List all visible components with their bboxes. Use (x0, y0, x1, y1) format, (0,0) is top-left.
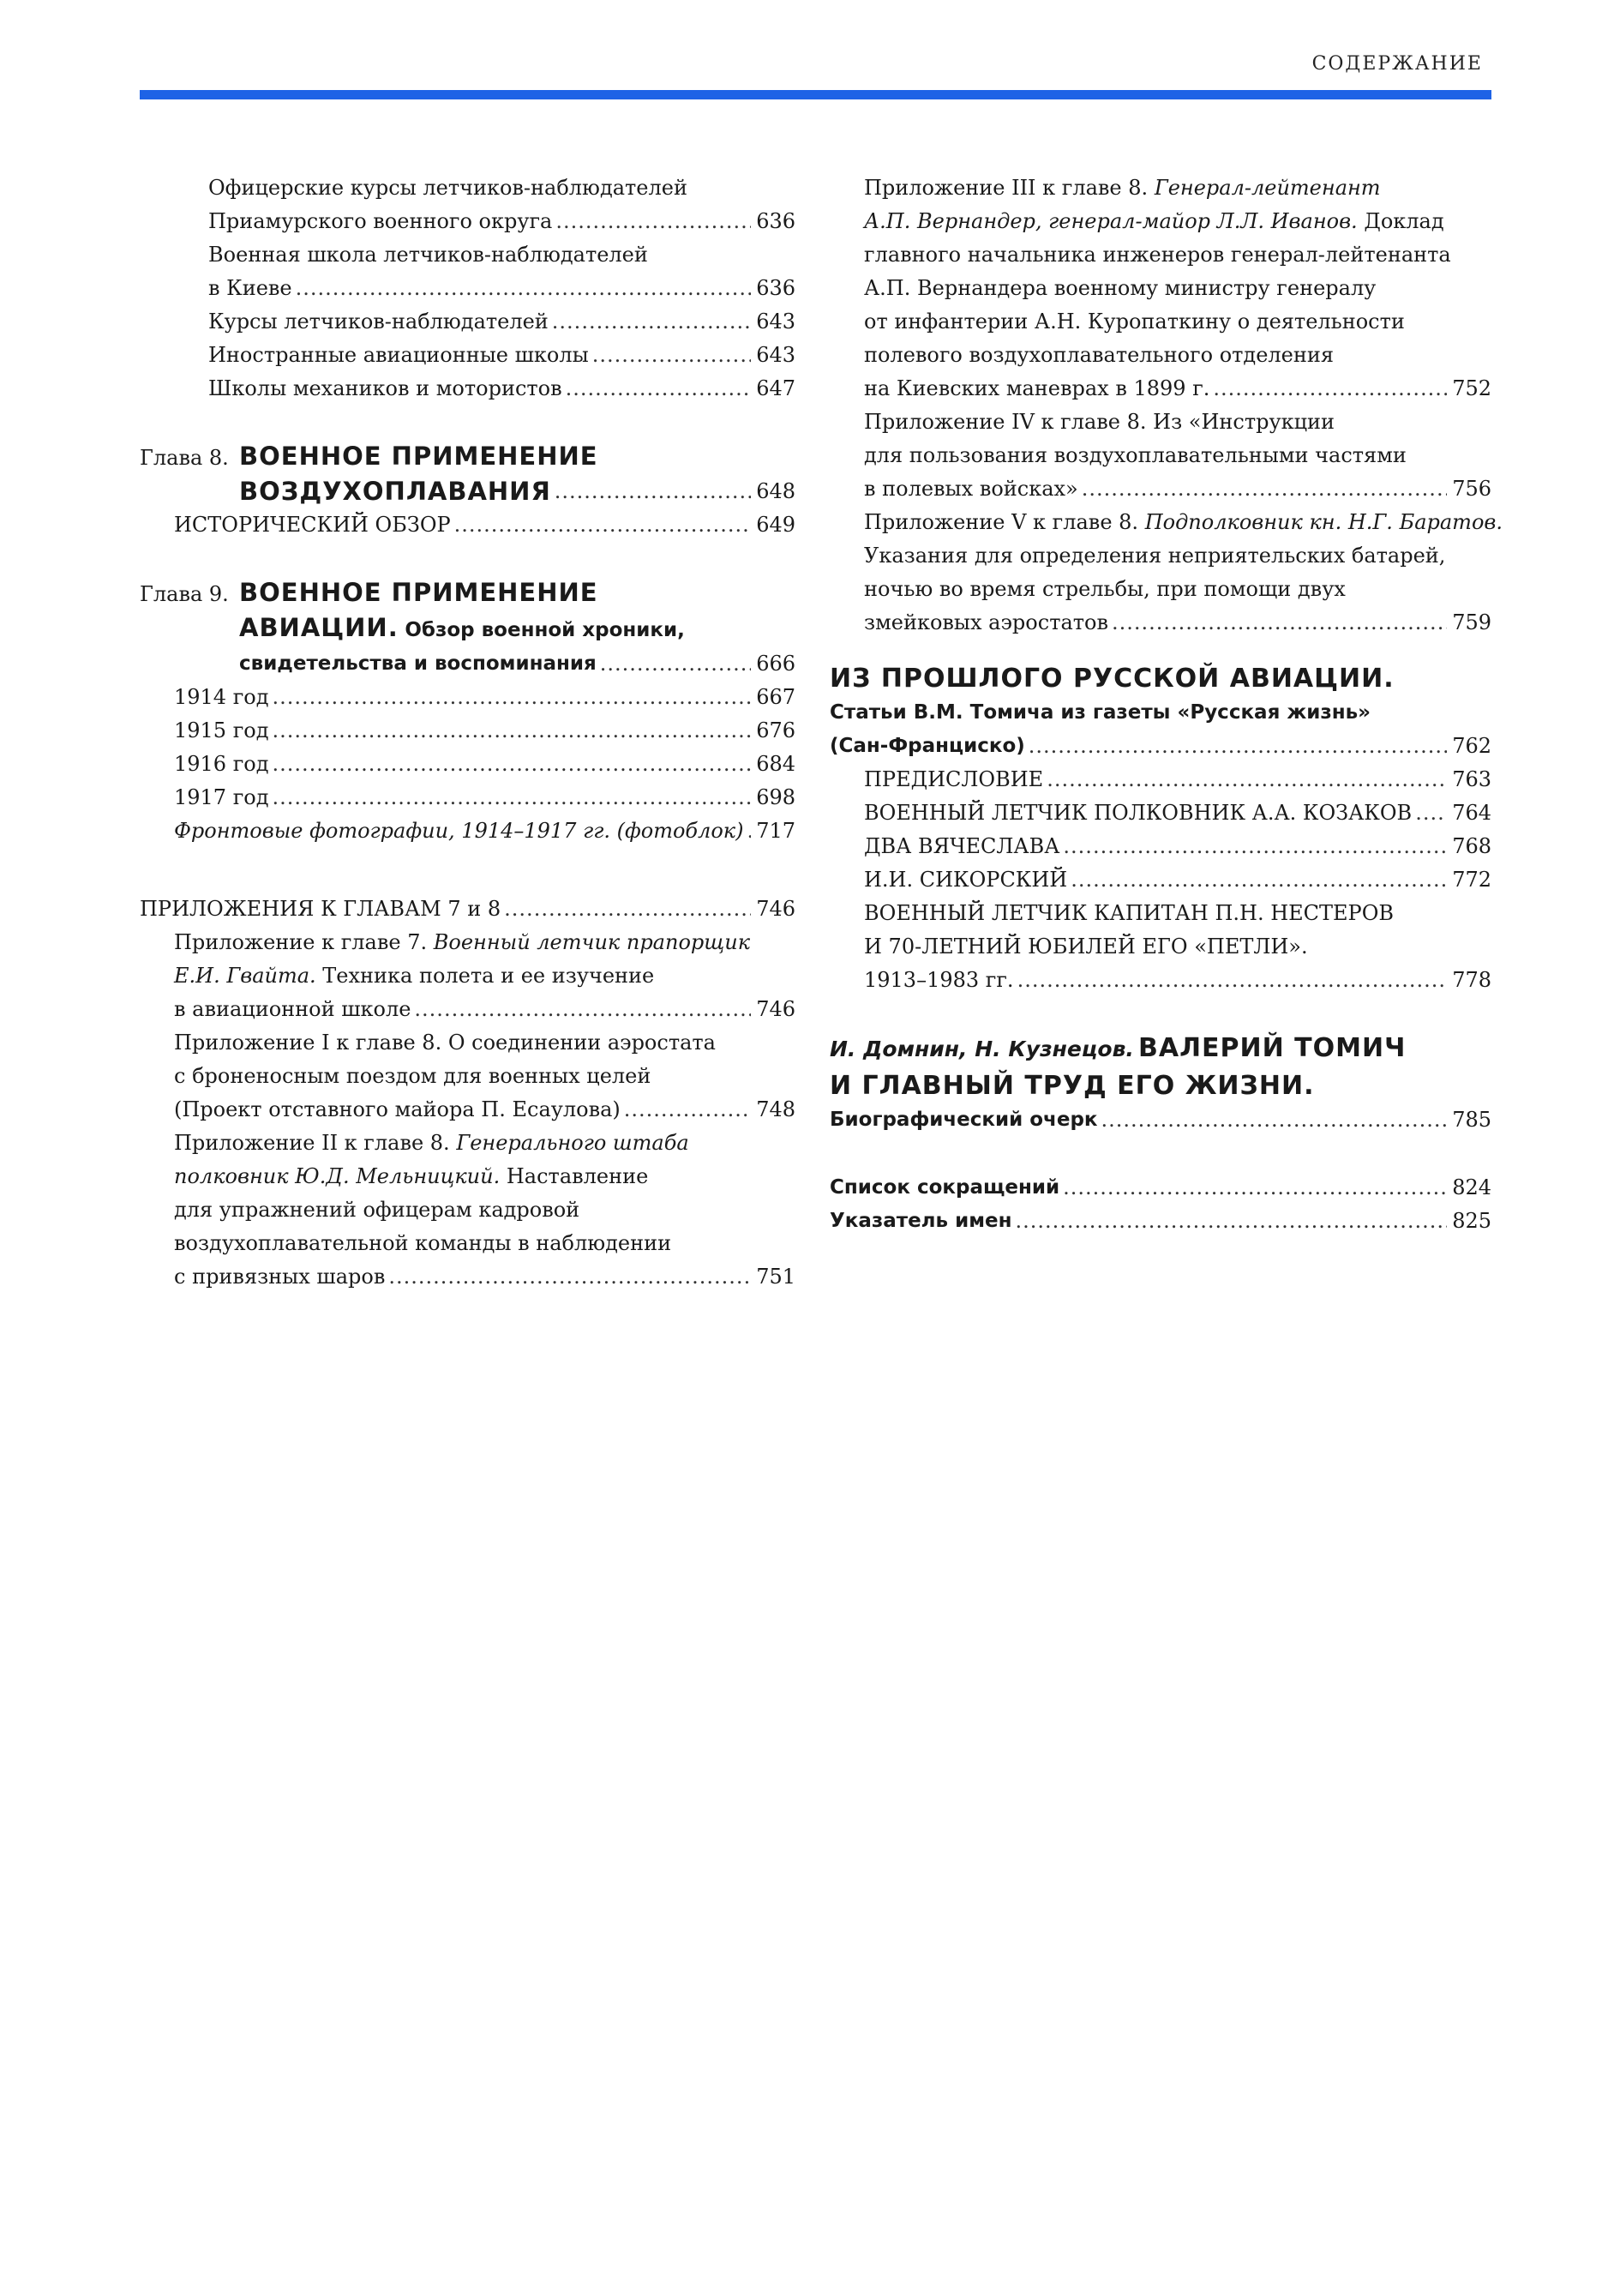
toc-entry[interactable] (140, 748, 795, 781)
toc-label: ДВА ВЯЧЕСЛАВА (864, 834, 1060, 858)
toc-label: Приамурского военного округа (208, 209, 553, 233)
toc-label: Фронтовые фотографии, 1914–1917 гг. (фотоблок) (174, 819, 744, 843)
toc-line: для пользования воздухоплавательными частями (864, 443, 1407, 467)
toc-label: в Киеве (208, 276, 292, 300)
toc-page: 764 (1452, 801, 1491, 825)
toc-text: полковник Ю.Д. Мельницкий. (174, 1164, 501, 1188)
toc-entry[interactable] (140, 508, 795, 542)
toc-entry[interactable] (140, 681, 795, 714)
toc-text: Генерал-лейтенант (1154, 176, 1381, 200)
toc-page: 676 (756, 718, 795, 742)
toc-line: Военная школа летчиков-наблюдателей (208, 243, 648, 267)
toc-line: Офицерские курсы летчиков-наблюдателей (208, 176, 687, 200)
header-rule (140, 90, 1491, 99)
chapter-8[interactable] (140, 440, 795, 542)
toc-text: Генерального штаба (456, 1131, 689, 1155)
section-title: ВАЛЕРИЙ ТОМИЧ (1138, 1033, 1407, 1063)
toc-entry[interactable] (140, 171, 795, 238)
toc-entry[interactable] (140, 305, 795, 339)
toc-label: ИСТОРИЧЕСКИЙ ОБЗОР (174, 513, 451, 537)
toc-label: 1916 год (174, 752, 269, 776)
toc-entry[interactable] (830, 506, 1503, 640)
toc-line: воздухоплавательной команды в наблюдении (174, 1231, 672, 1255)
toc-page: 772 (1452, 868, 1491, 892)
toc-page: 778 (1452, 968, 1491, 992)
toc-entry[interactable] (140, 1127, 795, 1294)
chapter-subtitle: свидетельства и воспоминания (239, 652, 597, 675)
chapter-title: АВИАЦИИ. (239, 613, 399, 642)
toc-entry[interactable] (140, 781, 795, 814)
toc-page: 666 (756, 652, 795, 676)
toc-label: 1913–1983 гг. (864, 968, 1014, 992)
toc-text: Приложение V к главе 8. (864, 510, 1139, 534)
toc-entry[interactable] (140, 339, 795, 372)
toc-page: 698 (756, 785, 795, 809)
toc-entry[interactable] (140, 714, 795, 748)
toc-page: 647 (756, 376, 795, 400)
toc-entry[interactable] (830, 171, 1491, 406)
toc-label: Список сокращений (830, 1176, 1060, 1199)
toc-page: 748 (756, 1097, 795, 1121)
toc-label: Указатель имен (830, 1210, 1012, 1232)
toc-page: 785 (1452, 1108, 1491, 1132)
toc-text: Приложение II к главе 8. (174, 1131, 450, 1155)
running-header: СОДЕРЖАНИЕ (1311, 53, 1483, 75)
toc-line: для упражнений офицерам кадровой (174, 1198, 580, 1222)
toc-label: 1914 год (174, 685, 269, 709)
toc-line: Приложение I к главе 8. О соединении аэростата (174, 1031, 716, 1055)
toc-label: Биографический очерк (830, 1109, 1098, 1131)
section-subtitle: Статьи В.М. Томича из газеты «Русская жизнь» (830, 701, 1371, 724)
toc-text: Е.И. Гвайта. (174, 964, 316, 988)
toc-line: полевого воздухоплавательного отделения (864, 343, 1334, 367)
toc-page: 643 (756, 343, 795, 367)
toc-label: ПРЕДИСЛОВИЕ (864, 767, 1044, 791)
toc-page: 825 (1452, 1209, 1491, 1233)
toc-page: 648 (756, 479, 795, 503)
toc-label: Школы механиков и мотористов (208, 376, 562, 400)
toc-page: 717 (756, 819, 795, 843)
toc-entry[interactable] (830, 763, 1491, 796)
toc-line: с броненосным поездом для военных целей (174, 1064, 651, 1088)
toc-page: 763 (1452, 767, 1491, 791)
toc-entry-index[interactable] (830, 1205, 1491, 1238)
toc-label: 1915 год (174, 718, 269, 742)
toc-line: Приложение IV к главе 8. Из «Инструкции (864, 410, 1335, 434)
toc-label: змейковых аэростатов (864, 610, 1109, 634)
toc-page: 746 (756, 997, 795, 1021)
toc-label: в авиационной школе (174, 997, 411, 1021)
toc-page: 684 (756, 752, 795, 776)
section-authors: И. Домнин, Н. Кузнецов. (830, 1037, 1134, 1061)
section-subtitle: (Сан-Франциско) (830, 735, 1025, 757)
chapter-label: Глава 8. (140, 446, 229, 470)
chapter-title: ВОЕННОЕ ПРИМЕНЕНИЕ (239, 442, 598, 471)
toc-page: 759 (1452, 610, 1491, 634)
chapter-title: ВОЗДУХОПЛАВАНИЯ (239, 477, 551, 506)
chapter-subtitle: Обзор военной хроники, (405, 619, 685, 641)
section-past[interactable] (830, 662, 1491, 997)
toc-label: (Проект отставного майора П. Есаулова) (174, 1097, 621, 1121)
toc-label: ВОЕННЫЙ ЛЕТЧИК ПОЛКОВНИК А.А. КОЗАКОВ (864, 801, 1413, 825)
toc-page: 751 (756, 1265, 795, 1289)
toc-line: ВОЕННЫЙ ЛЕТЧИК КАПИТАН П.Н. НЕСТЕРОВ (864, 901, 1394, 925)
toc-page: 667 (756, 685, 795, 709)
toc-entry[interactable] (140, 1026, 795, 1127)
toc-line: Указания для определения неприятельских батарей, (864, 544, 1446, 568)
toc-right-column (830, 171, 1503, 1238)
chapter-title: ВОЕННОЕ ПРИМЕНЕНИЕ (239, 578, 598, 607)
toc-label: 1917 год (174, 785, 269, 809)
toc-entry[interactable] (140, 926, 795, 1026)
toc-label: Курсы летчиков-наблюдателей (208, 310, 549, 334)
toc-text: Наставление (506, 1164, 649, 1188)
toc-line: главного начальника инженеров генерал-лейтенанта (864, 243, 1451, 267)
toc-page: 649 (756, 513, 795, 537)
toc-page: 636 (756, 276, 795, 300)
toc-label: с привязных шаров (174, 1265, 386, 1289)
toc-entry-abbreviations[interactable] (830, 1171, 1491, 1205)
toc-label: И.И. СИКОРСКИЙ (864, 868, 1068, 892)
toc-entry[interactable] (830, 406, 1491, 506)
toc-entry[interactable] (140, 238, 795, 305)
toc-left-column (140, 171, 795, 1294)
toc-line: ночью во время стрельбы, при помощи двух (864, 577, 1346, 601)
toc-entry[interactable] (830, 830, 1491, 863)
toc-entry[interactable] (140, 814, 795, 848)
toc-line: А.П. Вернандера военному министру генералу (864, 276, 1377, 300)
section-tomich[interactable] (830, 1031, 1491, 1137)
toc-label: Иностранные авиационные школы (208, 343, 589, 367)
toc-line: от инфантерии А.Н. Куропаткину о деятельности (864, 310, 1405, 334)
toc-line: И 70-ЛЕТНИЙ ЮБИЛЕЙ ЕГО «ПЕТЛИ». (864, 935, 1308, 959)
toc-label: ПРИЛОЖЕНИЯ К ГЛАВАМ 7 и 8 (140, 897, 501, 921)
toc-entry[interactable] (830, 897, 1491, 997)
toc-page: 752 (1452, 376, 1491, 400)
chapter-label: Глава 9. (140, 582, 229, 606)
toc-page: 756 (1452, 477, 1491, 501)
toc-entry[interactable] (830, 796, 1491, 830)
toc-label: на Киевских маневрах в 1899 г. (864, 376, 1210, 400)
toc-text: А.П. Вернандер, генерал-майор Л.Л. Иванов. (864, 209, 1358, 233)
section-title: ИЗ ПРОШЛОГО РУССКОЙ АВИАЦИИ. (830, 664, 1395, 694)
toc-page: 824 (1452, 1175, 1491, 1199)
toc-text: Доклад (1364, 209, 1444, 233)
toc-text: Подполковник кн. Н.Г. Баратов. (1144, 510, 1503, 534)
toc-label: в полевых войсках» (864, 477, 1078, 501)
toc-text: Военный летчик прапорщик (433, 930, 751, 954)
chapter-9[interactable] (140, 576, 795, 848)
toc-page: 762 (1452, 734, 1491, 758)
toc-page: 636 (756, 209, 795, 233)
toc-page: 768 (1452, 834, 1491, 858)
toc-page: 643 (756, 310, 795, 334)
toc-text: Приложение к главе 7. (174, 930, 428, 954)
toc-page: 746 (756, 897, 795, 921)
section-title: И ГЛАВНЫЙ ТРУД ЕГО ЖИЗНИ. (830, 1071, 1315, 1101)
toc-text: Приложение III к главе 8. (864, 176, 1149, 200)
toc-entry[interactable] (140, 372, 795, 406)
toc-entry[interactable] (830, 863, 1491, 897)
appendices-heading[interactable] (140, 893, 795, 926)
toc-text: Техника полета и ее изучение (322, 964, 655, 988)
